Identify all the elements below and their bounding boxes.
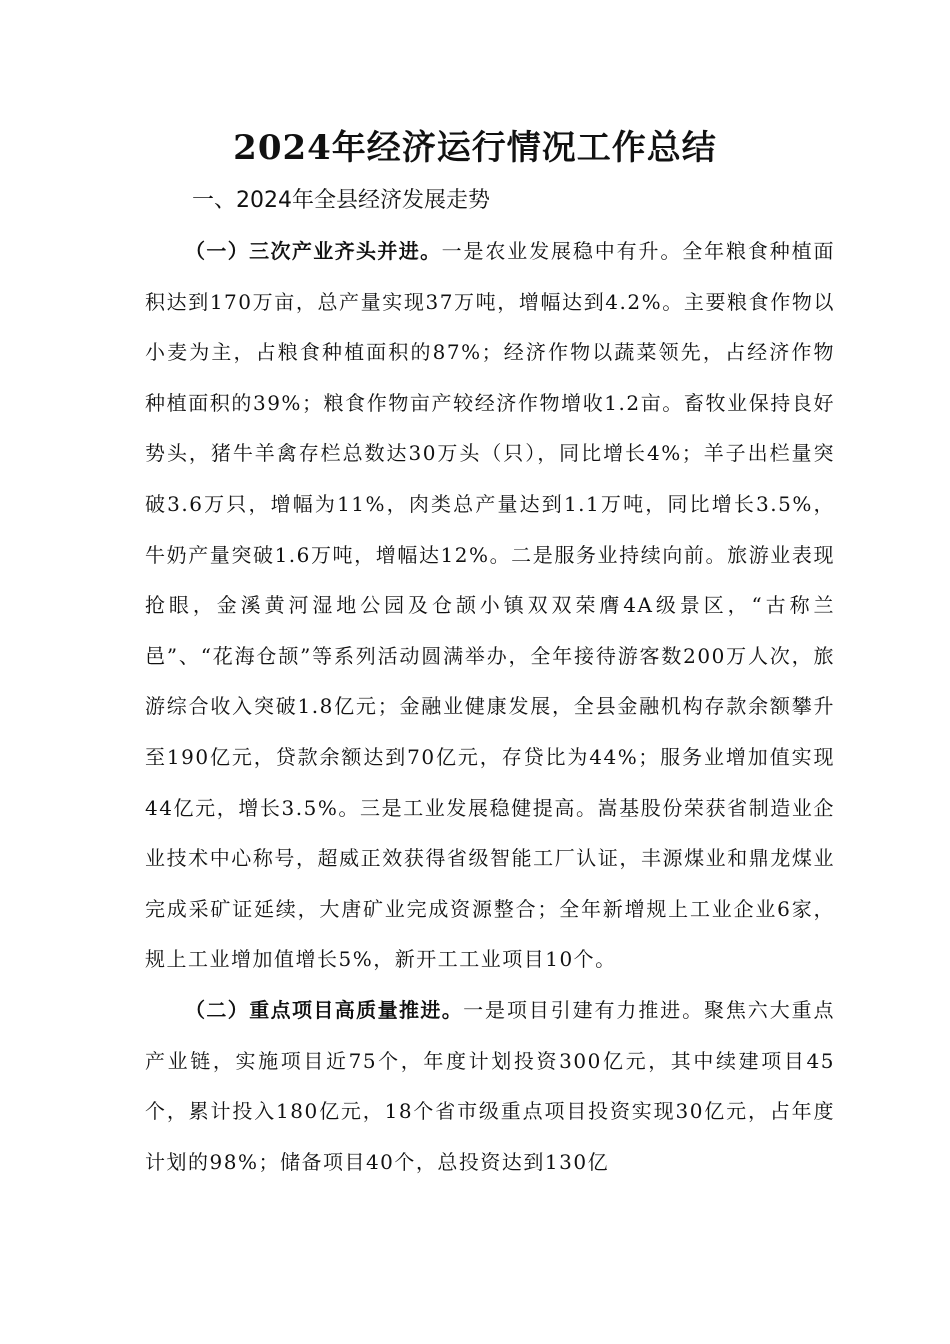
- paragraph-lead: （二）重点项目高质量推进。: [185, 997, 464, 1022]
- paragraph-industries: [145, 226, 835, 985]
- document-title: 2024年经济运行情况工作总结: [233, 128, 717, 168]
- paragraph-text: 一是农业发展稳中有升。全年粮食种植面积达到170万亩，总产量实现37万吨，增幅达到4.2%。主要粮食作物以小麦为主，占粮食种植面积的87%；经济作物以蔬菜领先，占经济作物种植面积的39%；粮食作物亩产较经济作物增收1.2亩。畜牧业保持良好势头，猪牛羊禽存栏总数达30万头（只），同比增长4%；羊子出栏量突破3.6万只，增幅为11%，肉类总产量达到1.1万吨，同比增长3.5%，牛奶产量突破1.6万吨，增幅达12%。二是服务业持续向前。旅游业表现抢眼，金溪黄河湿地公园及仓颉小镇双双荣膺4A级景区，“古称兰邑”、“花海仓颉”等系列活动圆满举办，全年接待游客数200万人次，旅游综合收入突破1.8亿元；金融业健康发展，全县金融机构存款余额攀升至190亿元，贷款余额达到70亿元，存贷比为44%；服务业增加值实现44亿元，增长3.5%。三是工业发展稳健提高。嵩基股份荣获省制造业企业技术中心称号，超威正效获得省级智能工厂认证，丰源煤业和鼎龙煤业完成采矿证延续，大唐矿业完成资源整合；全年新增规上工业企业6家，规上工业增加值增长5%，新开工工业项目10个。: [145, 239, 836, 972]
- body-text: [145, 226, 835, 1187]
- paragraph-text: 一是项目引建有力推进。聚焦六大重点产业链，实施项目近75个，年度计划投资300亿元，其中续建项目45个，累计投入180亿元，18个省市级重点项目投资实现30亿元，占年度计划的98%；储备项目40个，总投资达到130亿: [145, 997, 836, 1174]
- section-heading: 一、2024年全县经济发展走势: [192, 188, 490, 213]
- paragraph-key-projects: [145, 985, 835, 1187]
- paragraph-lead: （一）三次产业齐头并进。: [185, 239, 442, 263]
